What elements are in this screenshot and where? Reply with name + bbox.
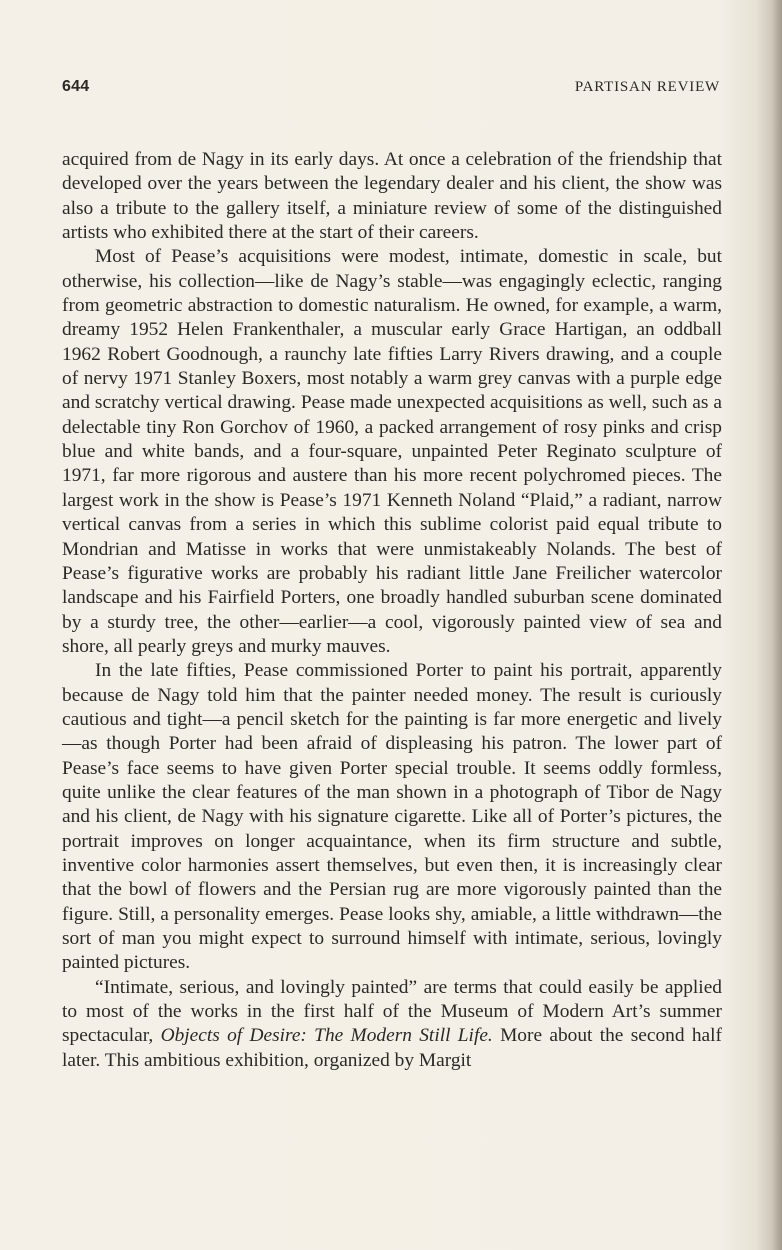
body-text xyxy=(62,148,722,1073)
paragraph-4 xyxy=(62,976,722,1073)
page-header xyxy=(62,78,720,100)
paragraph-2: Most of Pease’s acquisitions were modest, intimate, domestic in scale, but otherwise, his collection—like de Nagy’s stable—was engagingly eclectic, ranging from geometric abstraction to domestic naturalism. He owned, for example, a warm, dreamy 1952 Helen Frankenthaler, a muscular early Grace Hartigan, an oddball 1962 Robert Goodnough, a raunchy late fifties Larry Rivers drawing, and a couple of nervy 1971 Stanley Boxers, most notably a warm grey canvas with a purple edge and scratchy vertical drawing. Pease made unexpected acquisitions as well, such as a delectable tiny Ron Gorchov of 1960, a packed arrangement of rosy pinks and crisp blue and white bands, and a four-square, unpainted Peter Reginato sculpture of 1971, far more rigorous and austere than his more recent polychromed pieces. The largest work in the show is Pease’s 1971 Kenneth Noland “Plaid,” a radiant, narrow vertical canvas from a series in which this sublime colorist paid equal tribute to Mondrian and Matisse in works that were unmistakeably Nolands. The best of Pease’s figurative works are probably his radiant little Jane Freilicher watercolor landscape and his Fairfield Porters, one broadly handled suburban scene dominated by a sturdy tree, the other—earlier—a cool, vigorously painted view of sea and shore, all pearly greys and murky mauves. xyxy=(62,246,722,657)
exhibition-title: Objects of Desire: The Modern Still Life. xyxy=(160,1025,493,1047)
running-head: PARTISAN REVIEW xyxy=(574,79,720,95)
paragraph-3: In the late fifties, Pease commissioned Porter to paint his portrait, apparently because de Nagy told him that the painter needed money. The result is curiously cautious and tight—a pencil sketch for the painting is far more energetic and lively—as though Porter had been afraid of displeasing his patron. The lower part of Pease’s face seems to have given Porter special trouble. It seems oddly formless, quite unlike the clear features of the man shown in a photograph of Tibor de Nagy and his client, de Nagy with his signature cigarette. Like all of Porter’s pictures, the portrait improves on longer acquaintance, when its firm structure and subtle, inventive color harmonies assert themselves, but even then, it is increasingly clear that the bowl of flowers and the Persian rug are more vigorously painted than the figure. Still, a personality emerges. Pease looks shy, amiable, a little withdrawn—the sort of man you might expect to surround himself with intimate, serious, lovingly painted pictures. xyxy=(62,660,722,974)
binding-gutter-shadow xyxy=(756,0,782,1250)
page-number: 644 xyxy=(62,78,90,95)
paragraph-4-text-before: “Intimate, serious, and lovingly painted” are terms that could easily be applied to most of the works in the first half of the Museum of Modern Art’s summer spectacular, xyxy=(62,976,722,1047)
paragraph-4-text-after: More about the second half later. This ambitious exhibition, organized by Margit xyxy=(62,1025,722,1071)
paragraph-1: acquired from de Nagy in its early days. At once a celebration of the friendship that developed over the years between the legendary dealer and his client, the show was also a tribute to the gallery itself, a miniature review of some of the distinguished artists who exhibited there at the start of their careers. xyxy=(62,149,722,244)
